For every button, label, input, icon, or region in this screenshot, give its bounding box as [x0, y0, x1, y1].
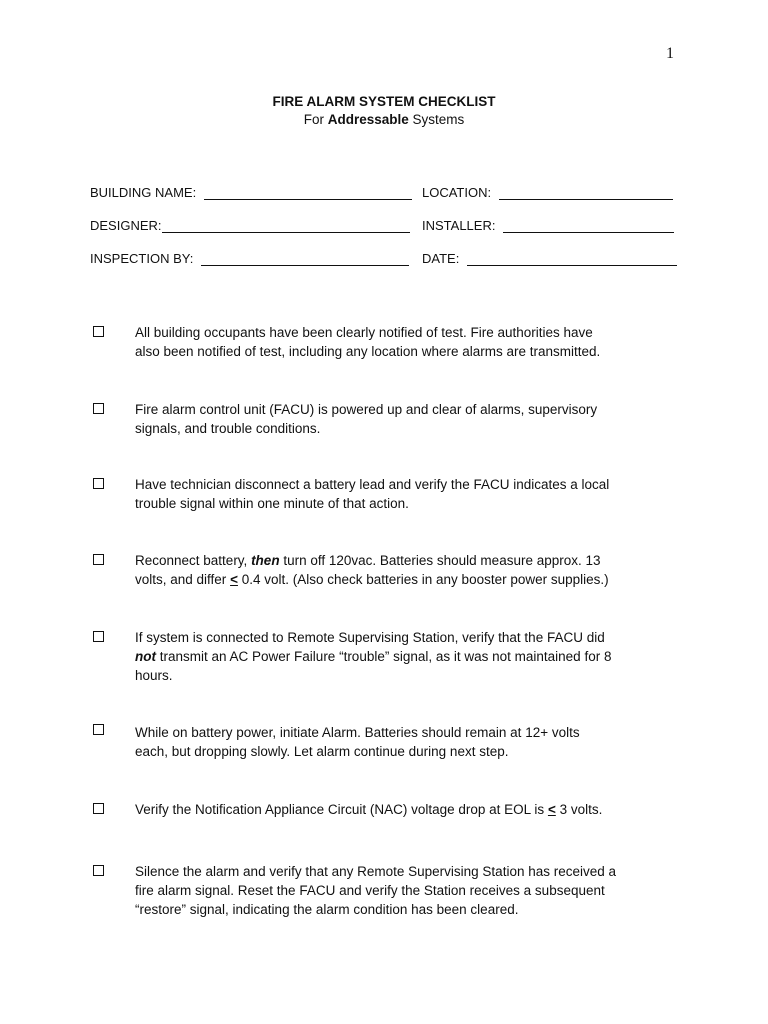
- item-line: All building occupants have been clearly notified of test. Fire authorities have: [135, 325, 593, 340]
- text-run: transmit an AC Power Failure “trouble” signal, as it was not maintained for 8: [156, 649, 612, 664]
- designer-line[interactable]: [162, 218, 410, 233]
- text-run: volts, and differ: [135, 572, 231, 587]
- checklist-item: [93, 862, 693, 917]
- page-number: 1: [666, 45, 674, 62]
- checklist-item-text: [135, 475, 680, 513]
- item-line: Have technician disconnect a battery lead and verify the FACU indicates a local: [135, 477, 610, 492]
- item-line: While on battery power, initiate Alarm. Batteries should remain at 12+ volts: [135, 725, 580, 740]
- designer-label: DESIGNER:: [90, 218, 162, 233]
- checklist-item-text: [135, 628, 680, 685]
- emphasis-then: then: [251, 553, 280, 568]
- checklist-item-text: [135, 800, 680, 819]
- checkbox[interactable]: [93, 403, 104, 414]
- installer-field[interactable]: [422, 213, 674, 233]
- subtitle-prefix: For: [303, 112, 328, 127]
- designer-field[interactable]: [90, 213, 410, 233]
- item-line: fire alarm signal. Reset the FACU and verify the Station receives a subsequent: [135, 883, 605, 898]
- checklist-item-text: [135, 551, 680, 589]
- date-line[interactable]: [467, 251, 677, 266]
- subtitle-emphasis: Addressable: [327, 112, 409, 127]
- checklist-item: [93, 628, 693, 683]
- checklist-item-text: [135, 400, 680, 438]
- checklist-item: [93, 721, 693, 759]
- location-label: LOCATION:: [422, 185, 495, 200]
- checkbox[interactable]: [93, 865, 104, 876]
- item-line: trouble signal within one minute of that action.: [135, 496, 409, 511]
- building-name-field[interactable]: [90, 180, 412, 200]
- document-subtitle: [0, 112, 768, 127]
- item-line: signals, and trouble conditions.: [135, 421, 321, 436]
- item-line: hours.: [135, 668, 173, 683]
- checklist-item-text: [135, 723, 680, 761]
- item-line: Fire alarm control unit (FACU) is powered up and clear of alarms, supervisory: [135, 402, 598, 417]
- date-label: DATE:: [422, 251, 463, 266]
- subtitle-suffix: Systems: [408, 112, 465, 127]
- building-name-label: BUILDING NAME:: [90, 185, 200, 200]
- checkbox[interactable]: [93, 326, 104, 337]
- text-run: Reconnect battery,: [135, 553, 252, 568]
- inspection-by-line[interactable]: [201, 251, 409, 266]
- checklist-item: [93, 400, 693, 436]
- installer-label: INSTALLER:: [422, 218, 500, 233]
- installer-line[interactable]: [503, 218, 674, 233]
- checkbox[interactable]: [93, 803, 104, 814]
- location-line[interactable]: [499, 185, 673, 200]
- checkbox[interactable]: [93, 554, 104, 565]
- text-run: 3 volts.: [555, 802, 603, 817]
- document-title: FIRE ALARM SYSTEM CHECKLIST: [272, 94, 496, 109]
- item-line: [135, 800, 680, 819]
- item-line: [135, 647, 680, 666]
- less-equal-symbol: <: [547, 802, 556, 817]
- building-name-line[interactable]: [204, 185, 412, 200]
- emphasis-not: not: [135, 649, 156, 664]
- location-field[interactable]: [422, 180, 673, 200]
- checklist-item-text: [135, 323, 680, 361]
- checkbox[interactable]: [93, 724, 104, 735]
- checklist-item: [93, 475, 693, 511]
- checkbox[interactable]: [93, 478, 104, 489]
- checklist-item: [93, 323, 693, 359]
- checklist-item: [93, 551, 693, 587]
- item-line: If system is connected to Remote Supervising Station, verify that the FACU did: [135, 630, 605, 645]
- checklist-item-text: [135, 862, 680, 919]
- item-line: “restore” signal, indicating the alarm condition has been cleared.: [135, 902, 519, 917]
- less-equal-symbol: <: [230, 572, 238, 587]
- inspection-by-label: INSPECTION BY:: [90, 251, 197, 266]
- item-line: [135, 570, 680, 589]
- item-line: Silence the alarm and verify that any Remote Supervising Station has received a: [135, 864, 617, 879]
- checkbox[interactable]: [93, 631, 104, 642]
- item-line: also been notified of test, including any location where alarms are transmitted.: [135, 344, 601, 359]
- inspection-by-field[interactable]: [90, 246, 409, 266]
- item-line: each, but dropping slowly. Let alarm continue during next step.: [135, 744, 509, 759]
- text-run: Verify the Notification Appliance Circuit (NAC) voltage drop at EOL is: [135, 802, 548, 817]
- text-run: turn off 120vac. Batteries should measure approx. 13: [279, 553, 601, 568]
- item-line: [135, 551, 680, 570]
- date-field[interactable]: [422, 246, 677, 266]
- checklist-item: [93, 800, 693, 817]
- text-run: 0.4 volt. (Also check batteries in any booster power supplies.): [237, 572, 609, 587]
